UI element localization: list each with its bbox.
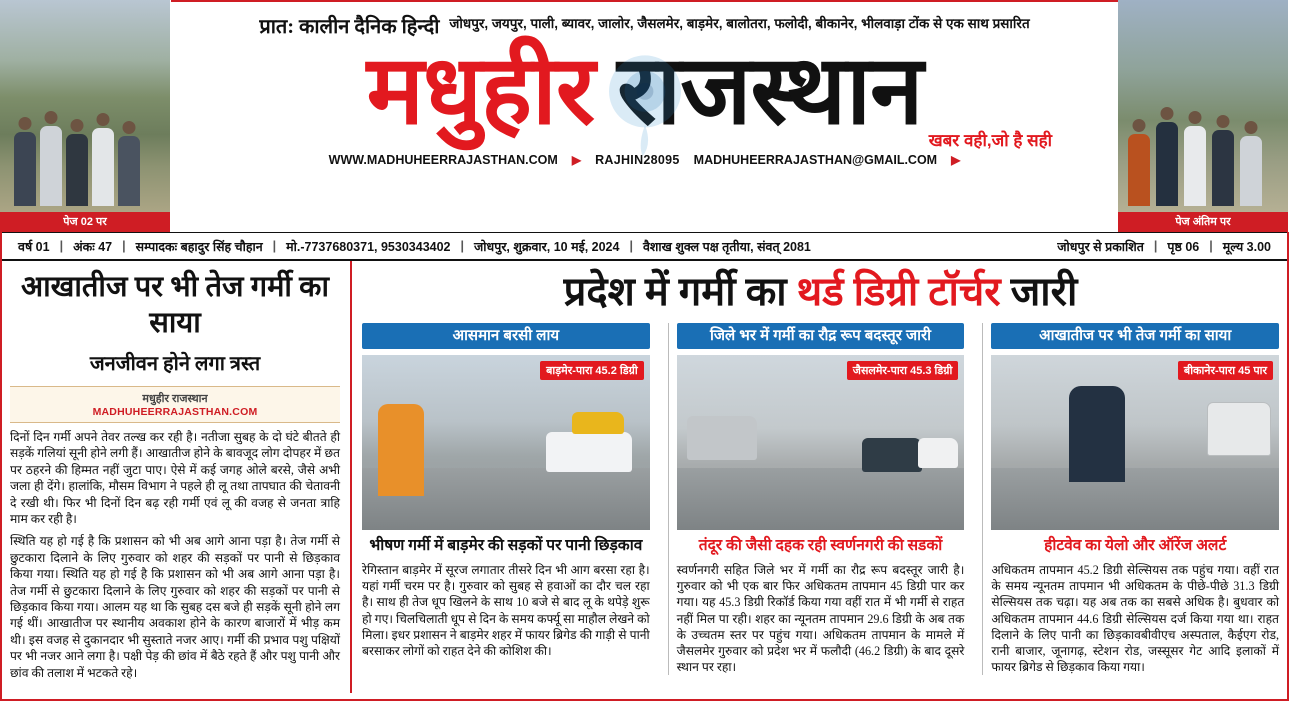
story-body-text-1: रेगिस्तान बाड़मेर में सूरज लगातार तीसरे दिन भी आग बरसा रहा है। यहां गर्मी चरम पर है। गुरुवार को सुबह से हवाओं का दौर चल रहा है। साथ ही तेज धूप खिलने के साथ 10 बजे से बाद लू के थपेड़े शुरू हो गए। चिलचिलाती धूप से दिन के समय कर्फ्यू सा माहौल लेखने को मिला। इधर प्रशासन ने बाड़मेर शहर में फायर ब्रिगेड की गाड़ी से पानी बरसाकर लोगों को राहत देने की कोशिश की।: [362, 563, 650, 659]
story-body-3: [991, 562, 1279, 675]
divider: |: [59, 239, 64, 253]
story-body-text-3: अधिकतम तापमान 45.2 डिग्री सेल्सियस तक पहुंच गया। वहीं रात के समय न्यूनतम तापमान भी अधिकतम के पीछे-पीछे 31.3 डिग्री सेल्सियस तक चढ़ा। यह अब तक का सबसे अधिक है। बुधवार को अधिकतम तापमान 44.6 डिग्री सेल्सियस दर्ज किया गया था। राहत दिलाने के लिए पानी का छिड़कावबीवीएच अस्पताल, कैईएग रोड, रानी बाजार, जूनागढ़, स्टेशन रोड, जस्सूसर गेट आदि इलाकों में फायर ब्रिगेड से छिड़काव किया गया।: [991, 563, 1280, 675]
left-photo-caption: पेज 02 पर: [0, 212, 170, 232]
info-price: मूल्य 3.00: [1222, 239, 1271, 254]
left-article-body: [10, 429, 340, 681]
masthead-pratah-label: प्रात: कालीन दैनिक हिन्दी: [259, 16, 440, 38]
road-shape-3: [991, 468, 1279, 530]
arrow-right-icon-2: ▶: [951, 153, 961, 167]
road-shape-2: [677, 468, 965, 530]
left-subheadline: जनजीवन होने लगा त्रस्त: [89, 353, 261, 375]
info-year: वर्ष 01: [18, 239, 50, 254]
left-headline: आखातीज पर भी तेज गर्मी का साया: [21, 271, 329, 339]
masthead: [0, 0, 1289, 233]
info-panchang: वैशाख शुक्ल पक्ष तृतीया, संवत् 2081: [642, 239, 811, 254]
story-body-1: [362, 562, 650, 659]
person-shape: [378, 404, 424, 496]
byline-name: मधुहीर राजस्थान: [142, 393, 208, 405]
right-photo-caption: पेज अंतिम पर: [1118, 212, 1288, 232]
story-photo-1: [362, 355, 650, 530]
story-body-text-2: स्वर्णनगरी सहित जिले भर में गर्मी का रौद्र रूप बदस्तूर जारी है। गुरुवार को भी एक बार फिर अधिकतम तापमान 45 डिग्री पार कर गया। यह 45.3 डिग्री रिकॉर्ड किया गया वहीं रात में भी गर्मी से राहत नहीं मिल पा रही। शहर का न्यूनतम तापमान 29.6 डिग्री के अब तक के उच्चतम स्तर पर पहुंच गया। अधिकतम तापमान के मामले में जैसलमेर गुरुवार को प्रदेश भर में फलौदी (46.2 डिग्री) के बाद दूसरे स्थान पर रहा।: [676, 563, 965, 675]
story-caption-1: भीषण गर्मी में बाड़मेर की सड़कों पर पानी छिड़काव: [369, 537, 643, 554]
car-shape-2: [572, 412, 624, 434]
car-shape-4: [918, 438, 958, 468]
masthead-title-part1: मधुहीर: [366, 37, 595, 144]
story-cell-1: [362, 323, 658, 675]
car-shape: [546, 432, 632, 472]
three-story-grid: [362, 323, 1279, 675]
divider: |: [272, 239, 277, 253]
masthead-email[interactable]: MADHUHEERRAJASTHAN@GMAIL.COM: [693, 153, 938, 167]
masthead-cities-line: जोधपुर, जयपुर, पाली, ब्यावर, जालोर, जैसलमेर, बाड़मेर, बालोतरा, फलोदी, बीकानेर, भीलवाड़ा टोंक से एक साथ प्रसारित: [449, 16, 1030, 31]
masthead-rajhin-code: RAJHIN28095: [595, 153, 680, 167]
photo-people-group-right: [1118, 110, 1288, 206]
info-mobile: मो.-7737680371, 9530343402: [286, 239, 451, 254]
masthead-website[interactable]: WWW.MADHUHEERRAJASTHAN.COM: [328, 153, 558, 167]
masthead-logo: [177, 35, 1112, 150]
left-column: [0, 261, 352, 693]
van-shape: [1207, 402, 1271, 456]
info-editor: सम्पादकः बहादुर सिंह चौहान: [135, 239, 263, 254]
main-headline: [362, 269, 1279, 315]
info-place-date: जोधपुर, शुक्रवार, 10 मई, 2024: [474, 239, 620, 254]
byline-site[interactable]: MADHUHEERRAJASTHAN.COM: [92, 406, 258, 418]
story-photo-3: [991, 355, 1279, 530]
arrow-right-icon: ▶: [571, 153, 582, 167]
peacock-icon: [585, 41, 705, 161]
divider: |: [1209, 239, 1213, 253]
page-content: [0, 261, 1289, 693]
main-headline-part1: प्रदेश में गर्मी का: [563, 269, 797, 314]
story-photo-label-1: बाड़मेर-पारा 45.2 डिग्री: [540, 361, 644, 380]
left-paragraph-1: दिनों दिन गर्मी अपने तेवर तल्ख कर रही है। नतीजा सुबह के दो घंटे बीतते ही सड़कें गलियां सूनी होने लगी हैं। आखातीज होने के बावजूद लोग दोपहर में छत पर ठहरने की हिम्मत नहीं जुटा पाए। ऐसे में कई जगह ओले बरसे, जैसे अभी जला ही देंगे। हालांकि, मौसम विभाग ने पहले ही लू तथा तापघात की चेतावनी दे रखी थी। फिर भी दिनों दिन बढ़ रही गर्मी एवं लू की वजह से जनता त्राहि माम कर रही है।: [10, 430, 340, 527]
info-published: जोधपुर से प्रकाशित: [1057, 239, 1144, 254]
story-band-1: आसमान बरसी लाय: [362, 323, 650, 349]
divider: |: [629, 239, 633, 253]
story-band-2: जिले भर में गर्मी का रौद्र रूप बदस्तूर जारी: [677, 323, 965, 349]
car-shape-3: [862, 438, 922, 472]
masthead-tagline: खबर वही,जो है सही: [928, 131, 1052, 150]
byline-box: [10, 386, 340, 423]
info-issue: अंकः 47: [73, 239, 113, 254]
story-photo-2: [677, 355, 965, 530]
truck-shape: [687, 416, 757, 460]
story-caption-2: तंदूर की जैसी दहक रही स्वर्णनगरी की सडकों: [698, 537, 943, 554]
story-band-3: आखातीज पर भी तेज गर्मी का साया: [991, 323, 1279, 349]
person-shape-3: [1069, 386, 1125, 482]
story-caption-3: हीटवेव का येलो और ऑरेंज अलर्ट: [1044, 537, 1227, 554]
divider: |: [122, 239, 126, 253]
main-column: [352, 261, 1289, 693]
story-body-2: [677, 562, 965, 675]
info-pages: पृष्ठ 06: [1167, 239, 1200, 254]
masthead-title-part2: राजस्थान: [617, 37, 923, 144]
main-headline-part2: जारी: [1000, 269, 1078, 314]
story-photo-label-3: बीकानेर-पारा 45 पार: [1178, 361, 1273, 380]
main-headline-highlight: थर्ड डिग्री टॉर्चर: [796, 269, 1001, 314]
story-cell-2: [668, 323, 973, 675]
divider: |: [1153, 239, 1158, 253]
masthead-left-photo: [0, 0, 171, 232]
left-paragraph-2: स्थिति यह हो गई है कि प्रशासन को भी अब आगे आना पड़ा है। तेज गर्मी से छुटकारा दिलाने के लिए गुरुवार को शहर की सड़कों पर पानी से छिड़काव किया गया। स्थिति यह हो गई है कि प्रशासन को भी अब आगे आना पड़ा है। तेज गर्मी से छुटकारा दिलाने के लिए गुरुवार को शहर की सड़कों पर पानी से छिड़काव किया गया। आलम यह था कि सुबह दस बजे ही सड़कें सूनी होने लग गई थीं। आखातीज पर स्थानीय अवकाश होने के कारण बाजारों में भीड़ कम थी। इस वजह से दुकानदार भी सुस्ताते नजर आए। गर्मी की प्रभाव पशु पक्षियों पर भी नजर आने लगा है। पक्षी पेड़ की छांव में बैठे रहते हैं और पशु पानी और छांव की तलाश में भटकते रहे।: [10, 534, 340, 680]
masthead-center: [171, 0, 1118, 232]
masthead-right-photo: [1118, 0, 1289, 232]
photo-people-group: [0, 110, 170, 206]
story-photo-label-2: जैसलमेर-पारा 45.3 डिग्री: [847, 361, 959, 380]
divider: |: [460, 239, 465, 253]
info-strip: [0, 233, 1289, 261]
story-cell-3: [982, 323, 1279, 675]
